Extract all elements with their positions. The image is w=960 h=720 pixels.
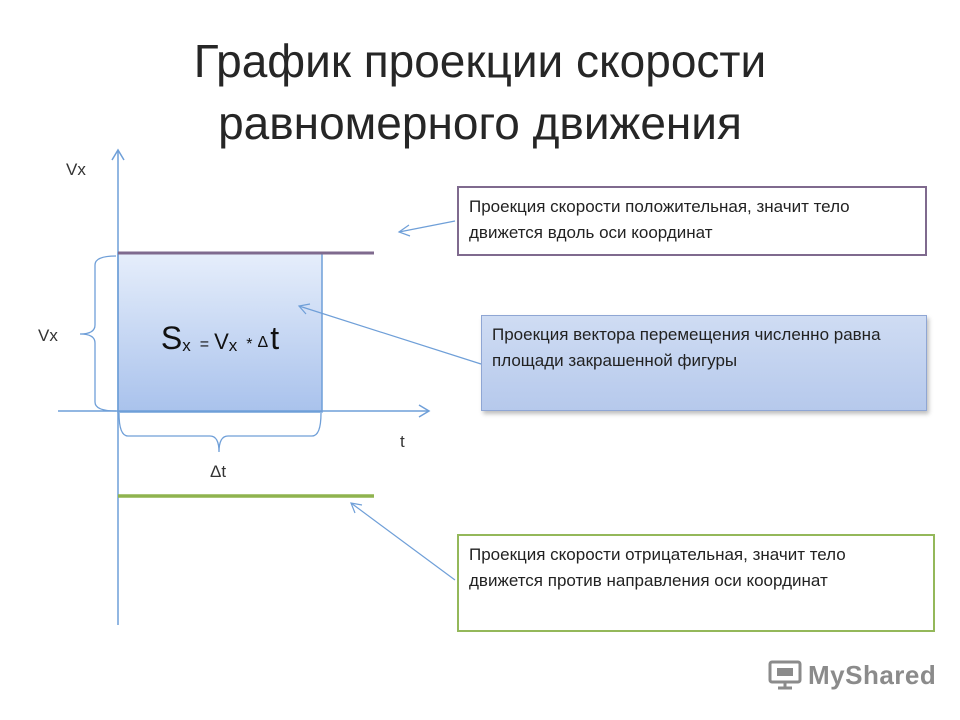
- x-axis-label: t: [400, 432, 405, 451]
- title-line-2: равномерного движения: [218, 97, 742, 149]
- watermark-text: MyShared: [808, 659, 937, 690]
- formula-v-sub: x: [228, 336, 238, 355]
- dt-brace: [119, 413, 321, 452]
- formula-v: V: [214, 329, 229, 354]
- callout-positive: Проекция скорости положительная, значит тело движется вдоль оси координат: [457, 186, 927, 256]
- watermark: [768, 657, 936, 693]
- title-line-1: График проекции скорости: [193, 35, 767, 87]
- arrow-negative-line: [351, 503, 455, 580]
- arrow-area-line: [299, 306, 481, 364]
- projector-icon: [768, 660, 802, 690]
- vx-marker-label: Vx: [38, 326, 58, 345]
- formula-multiply: *: [246, 336, 253, 353]
- formula-s-sub: x: [182, 336, 191, 355]
- vx-brace: [80, 256, 116, 411]
- callout-negative: Проекция скорости отрицательная, значит тело движется против направления оси координат: [457, 534, 935, 632]
- dt-label: Δt: [210, 462, 227, 481]
- area-formula: [118, 320, 322, 357]
- callout-area: Проекция вектора перемещения численно равна площади закрашенной фигуры: [481, 315, 927, 411]
- y-axis-label: Vx: [66, 160, 86, 179]
- formula-t: t: [270, 320, 280, 356]
- formula-delta: Δ: [257, 334, 269, 351]
- formula-equals: =: [199, 336, 210, 353]
- formula-s: S: [160, 320, 183, 356]
